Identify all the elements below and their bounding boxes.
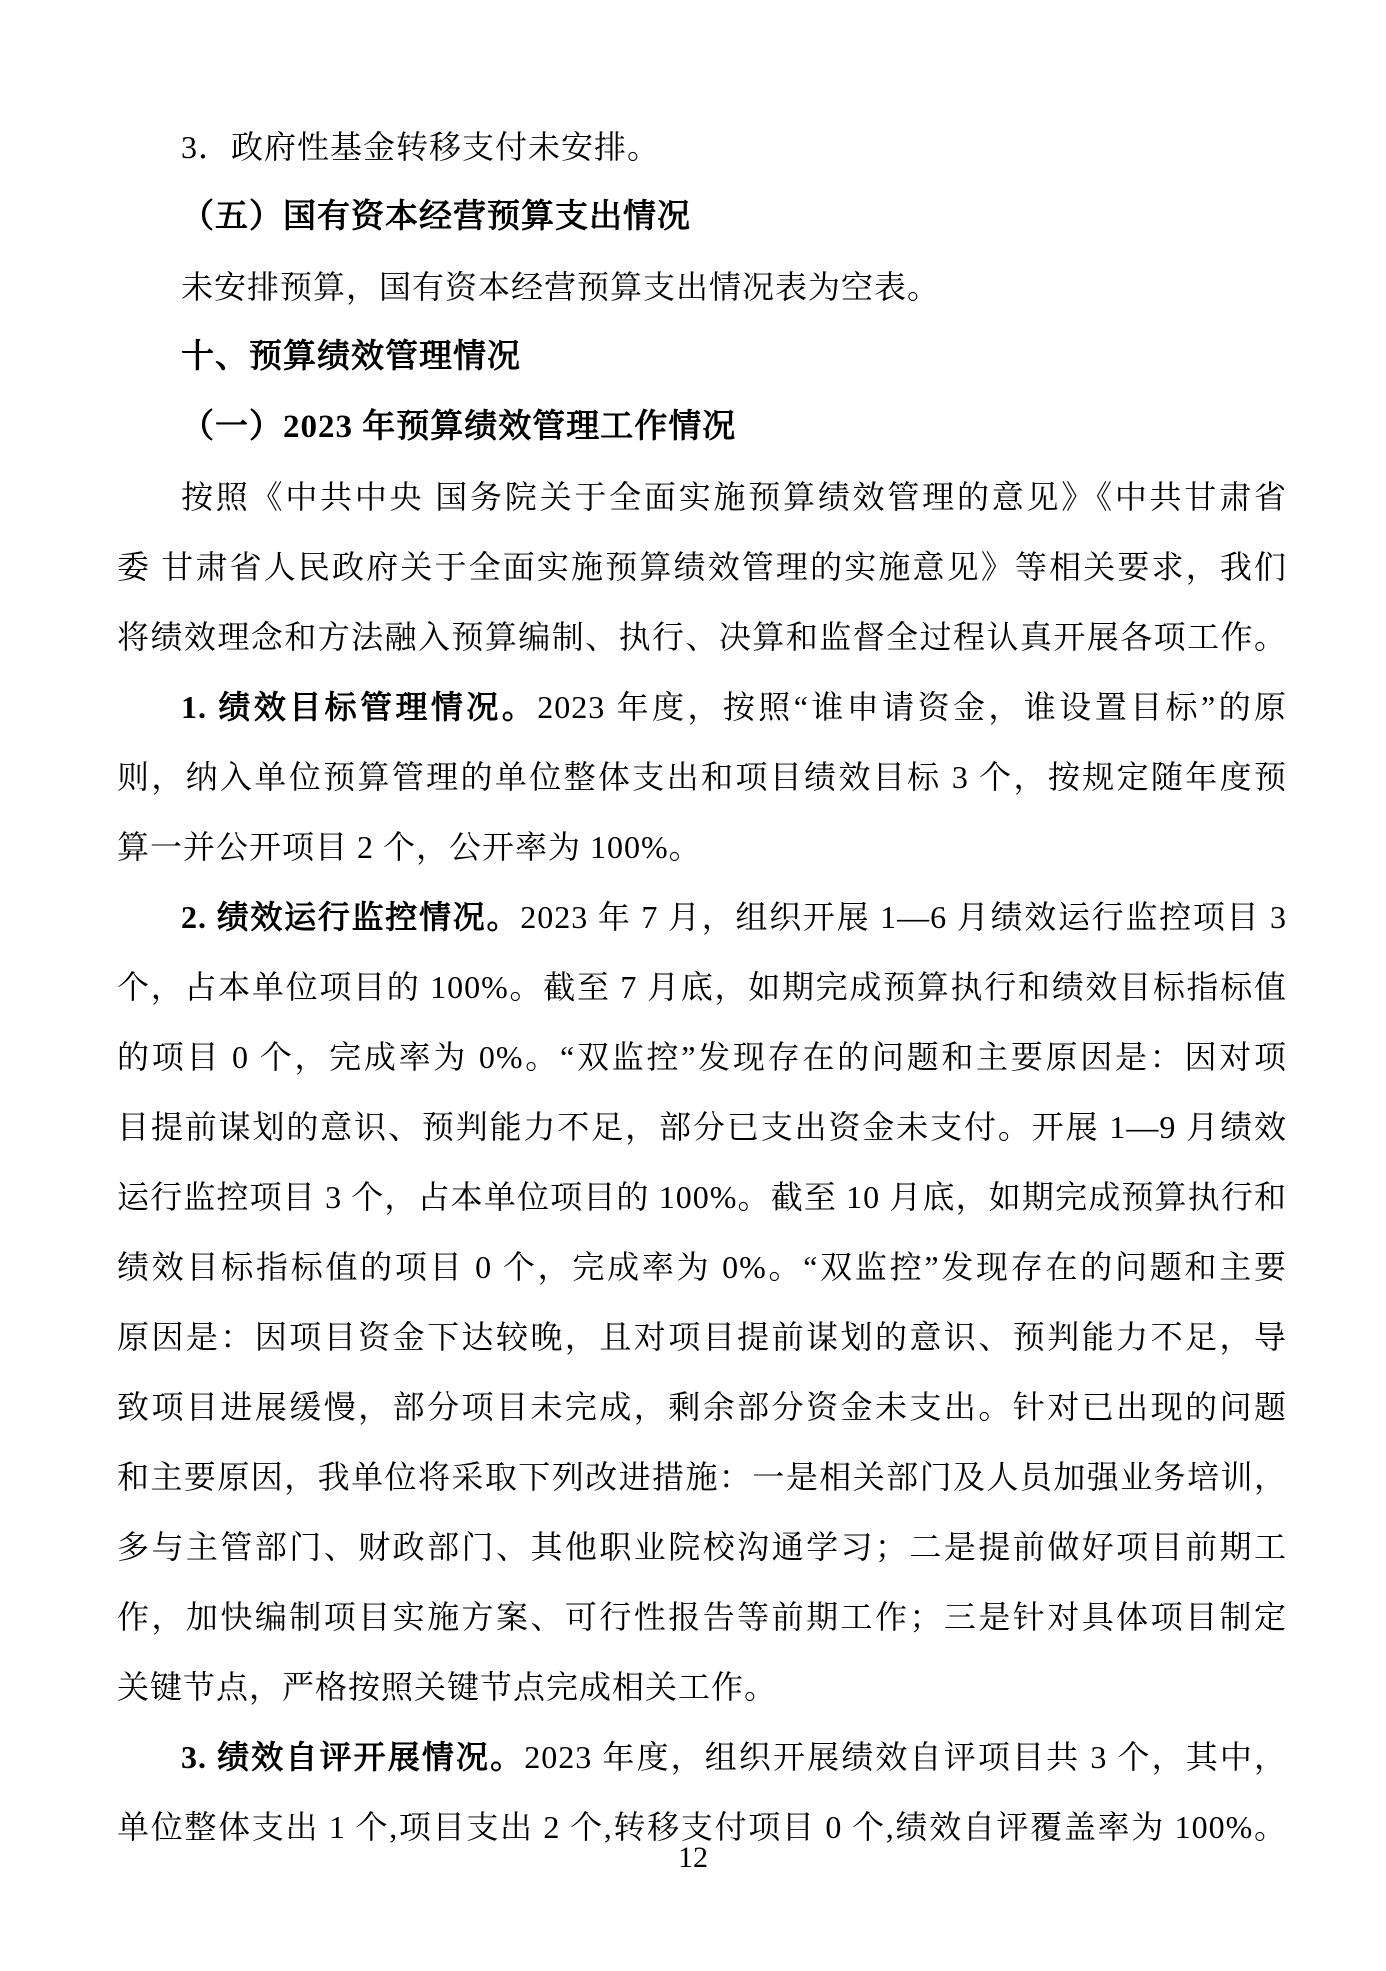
heading-line: （五）国有资本经营预算支出情况 xyxy=(181,199,691,235)
text-line: 作，加快编制项目实施方案、可行性报告等前期工作；三是针对具体项目制定 xyxy=(117,1599,1287,1635)
text-line: 运行监控项目 3 个，占本单位项目的 100%。截至 10 月底，如期完成预算执行和 xyxy=(117,1179,1287,1215)
document-body xyxy=(117,112,1287,1862)
heading-line: 十、预算绩效管理情况 xyxy=(181,339,521,375)
heading-line: （一）2023 年预算绩效管理工作情况 xyxy=(181,409,737,445)
text-line: 的项目 0 个，完成率为 0%。“双监控”发现存在的问题和主要原因是：因对项 xyxy=(117,1039,1287,1075)
text-line: 致项目进展缓慢，部分项目未完成，剩余部分资金未支出。针对已出现的问题 xyxy=(117,1389,1287,1425)
page-number: 12 xyxy=(678,1841,708,1874)
text-line: 单位整体支出 1 个,项目支出 2 个,转移支付项目 0 个,绩效自评覆盖率为 100%。 xyxy=(117,1809,1287,1845)
text-line: 绩效目标指标值的项目 0 个，完成率为 0%。“双监控”发现存在的问题和主要 xyxy=(117,1249,1287,1285)
text-line: 3．政府性基金转移支付未安排。 xyxy=(181,129,661,165)
text-line: 将绩效理念和方法融入预算编制、执行、决算和监督全过程认真开展各项工作。 xyxy=(117,619,1287,655)
bold-lead-in: 1. 绩效目标管理情况。 xyxy=(181,689,538,725)
text-line: 1. 绩效目标管理情况。2023 年度，按照“谁申请资金，谁设置目标”的原 xyxy=(181,689,1287,725)
text-line: 2. 绩效运行监控情况。2023 年 7 月，组织开展 1—6 月绩效运行监控项目 3 xyxy=(181,899,1287,935)
text-line: 关键节点，严格按照关键节点完成相关工作。 xyxy=(117,1669,778,1705)
text-line: 则，纳入单位预算管理的单位整体支出和项目绩效目标 3 个，按规定随年度预 xyxy=(117,759,1287,795)
bold-lead-in: 2. 绩效运行监控情况。 xyxy=(181,899,521,935)
text-line: 目提前谋划的意识、预判能力不足，部分已支出资金未支付。开展 1—9 月绩效 xyxy=(117,1109,1287,1145)
text-line: 3. 绩效自评开展情况。2023 年度，组织开展绩效自评项目共 3 个，其中， xyxy=(181,1739,1287,1775)
text-line: 原因是：因项目资金下达较晚，且对项目提前谋划的意识、预判能力不足，导 xyxy=(117,1319,1287,1355)
text-line: 多与主管部门、财政部门、其他职业院校沟通学习；二是提前做好项目前期工 xyxy=(117,1529,1287,1565)
text-line: 按照《中共中央 国务院关于全面实施预算绩效管理的意见》《中共甘肃省 xyxy=(181,479,1287,515)
text-line: 和主要原因，我单位将采取下列改进措施：一是相关部门及人员加强业务培训， xyxy=(117,1459,1287,1495)
text-line: 委 甘肃省人民政府关于全面实施预算绩效管理的实施意见》等相关要求，我们 xyxy=(117,549,1287,585)
text-line: 个，占本单位项目的 100%。截至 7 月底，如期完成预算执行和绩效目标指标值 xyxy=(117,969,1287,1005)
text-line: 算一并公开项目 2 个，公开率为 100%。 xyxy=(117,829,702,865)
text-line: 未安排预算，国有资本经营预算支出情况表为空表。 xyxy=(181,269,941,305)
bold-lead-in: 3. 绩效自评开展情况。 xyxy=(181,1739,525,1775)
